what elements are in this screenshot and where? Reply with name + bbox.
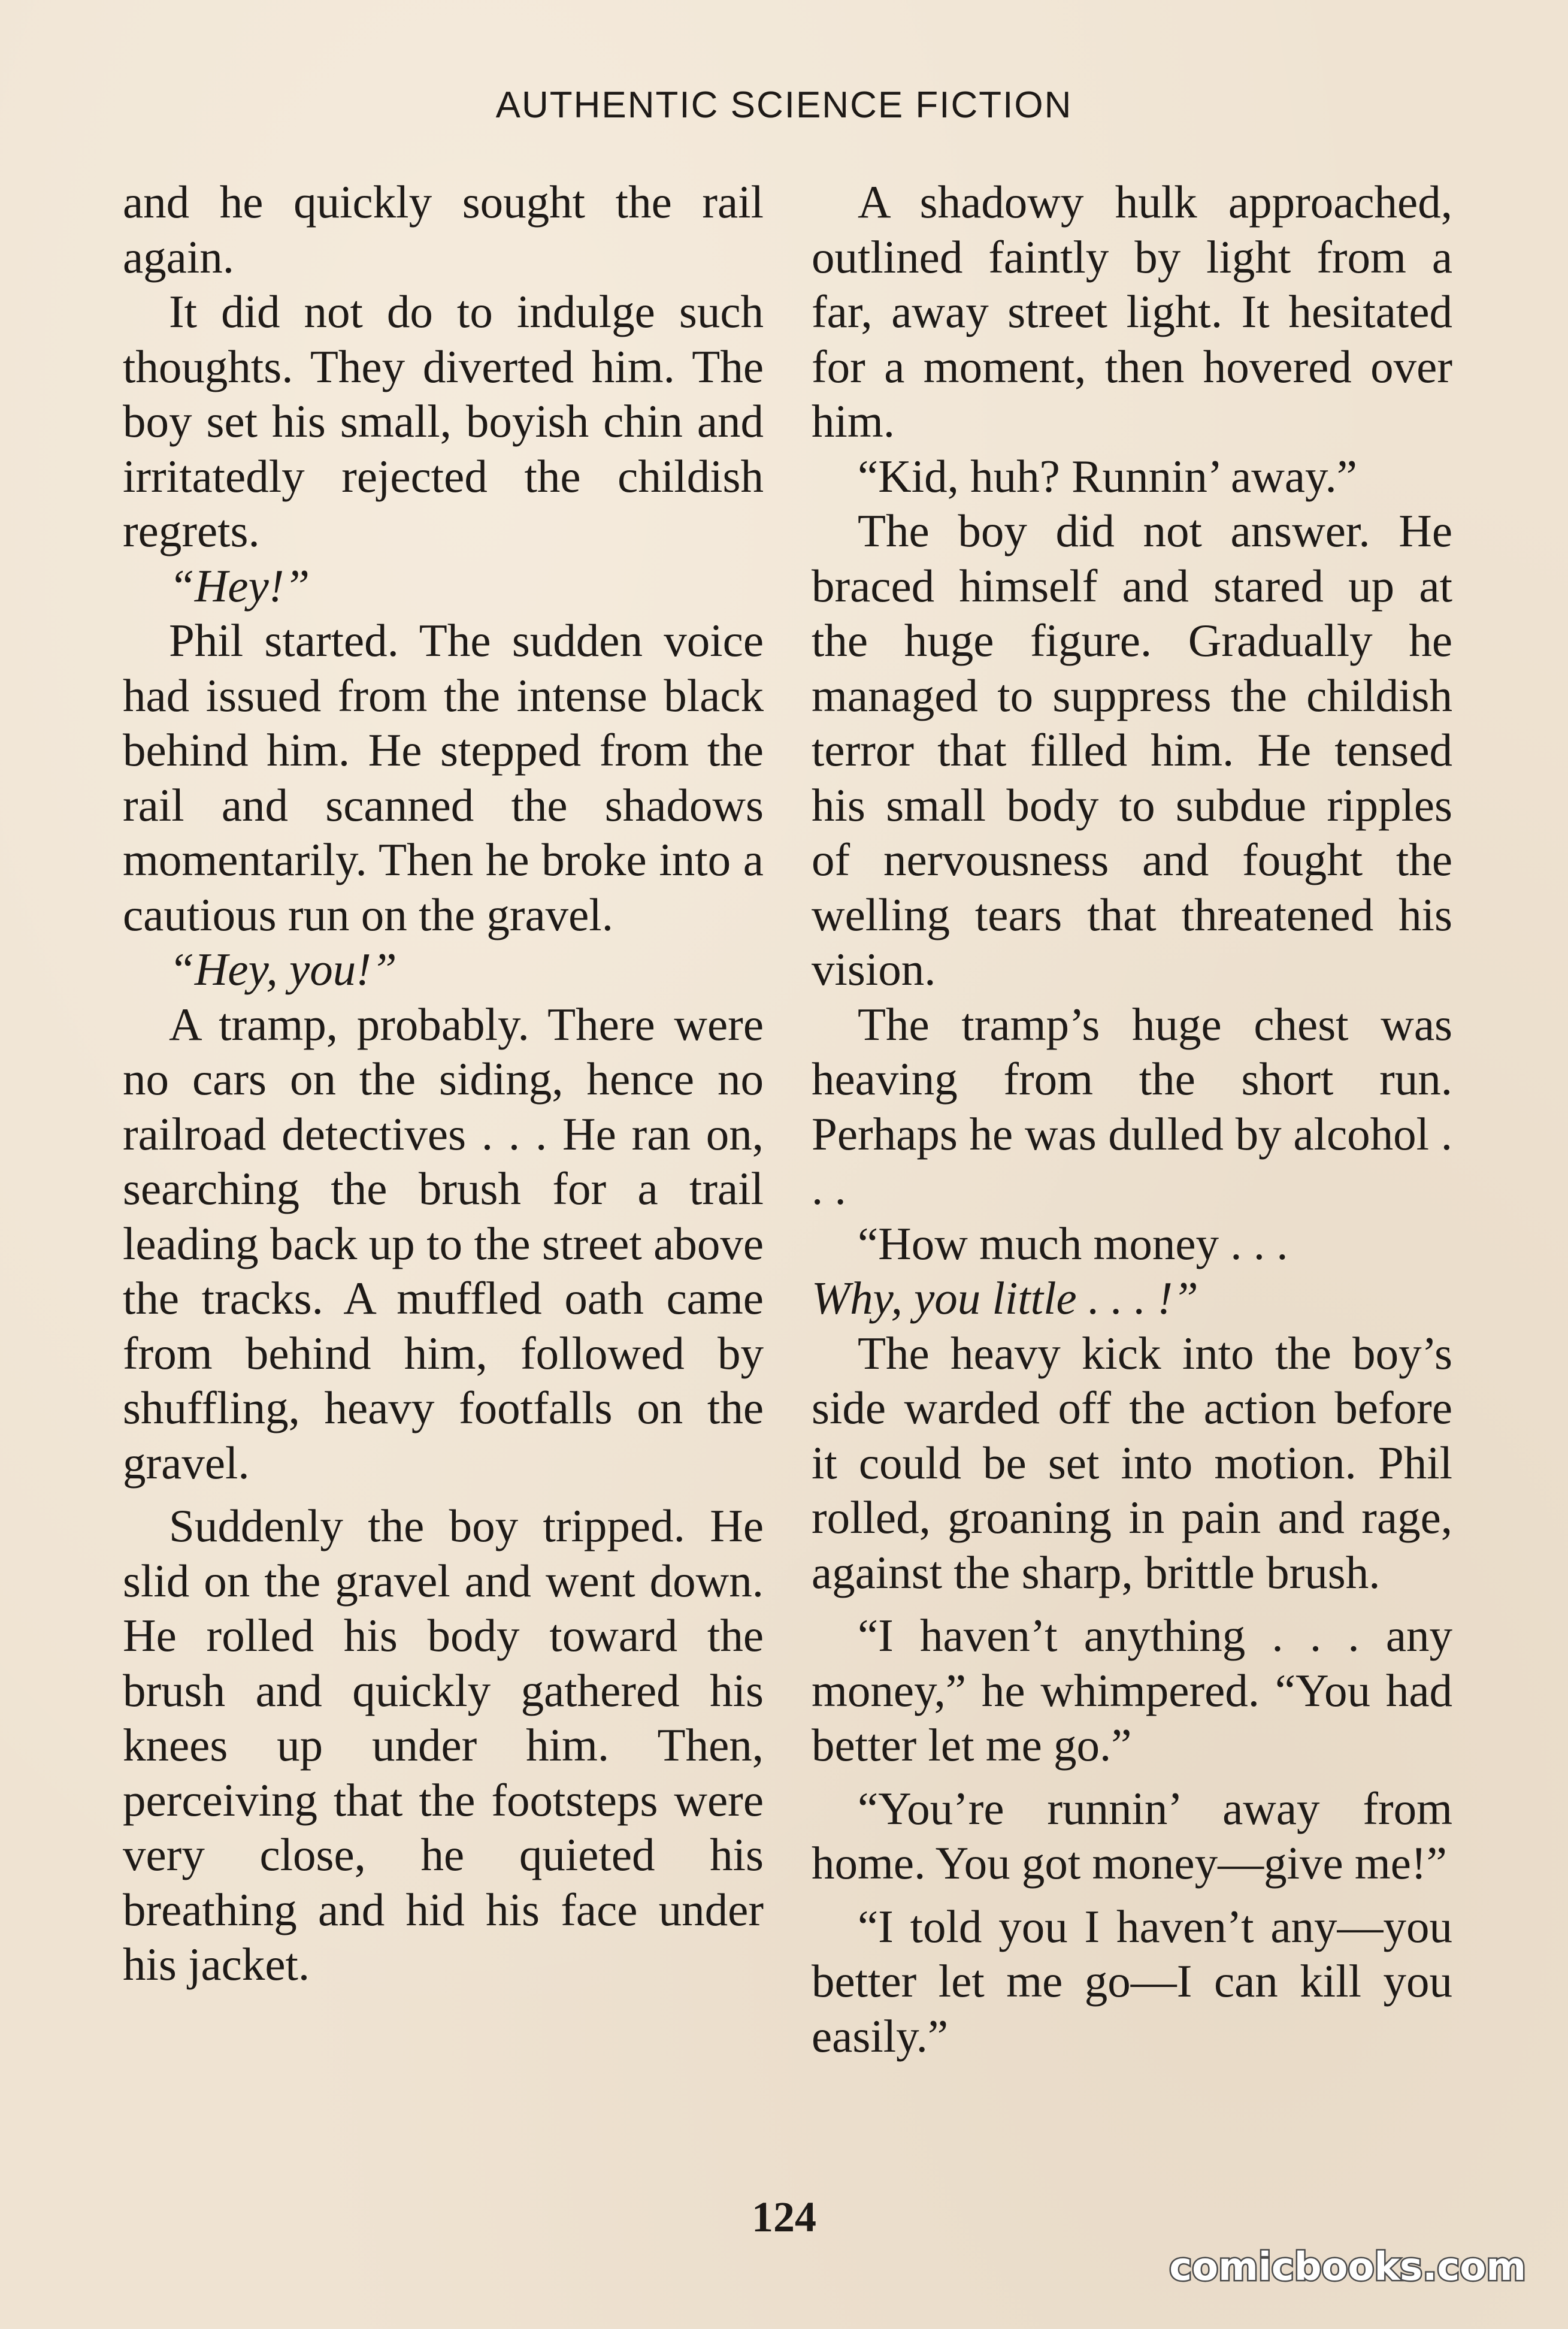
watermark-text: comicbooks.com: [1169, 2245, 1526, 2289]
paragraph: The heavy kick into the boy’s side warded off the action before it could be set into motion. Phil rolled, groaning in pain and rage, against the sharp, brittle brush.: [812, 1327, 1452, 1598]
left-column: [123, 175, 764, 1992]
running-header: AUTHENTIC SCIENCE FICTION: [495, 84, 1073, 126]
paragraph: “How much money . . .: [858, 1217, 1288, 1269]
paragraph: “Kid, huh? Runnin’ away.”: [858, 450, 1357, 502]
paragraph: Suddenly the boy tripped. He slid on the gravel and went down. He rolled his body toward the brush and quickly gathered his knees up under him. Then, perceiving that the footsteps were very close, he quieted his breathing and hid his face under his jacket.: [123, 1500, 764, 1990]
paragraph: The tramp’s huge chest was heaving from the short run. Perhaps he was dulled by alcohol . . .: [812, 998, 1452, 1214]
watermark-logo: [1137, 2236, 1532, 2295]
paragraph: The boy did not answer. He braced himself and stared up at the huge figure. Gradually he managed to suppress the childish terror that filled him. He tensed his small body to subdue ripples of nervousness and fought the welling tears that threatened his vision.: [812, 505, 1452, 995]
paragraph: It did not do to indulge such thoughts. They diverted him. The boy set his small, boyish chin and irritatedly rejected the childish regrets.: [123, 286, 764, 556]
paragraph: “I told you I haven’t any—you better let me go—I can kill you easily.”: [812, 1900, 1452, 2062]
right-column: [812, 175, 1452, 2064]
paragraph: and he quickly sought the rail again.: [123, 176, 764, 283]
paragraph: “I haven’t anything . . . any money,” he whimpered. “You had better let me go.”: [812, 1610, 1452, 1771]
paragraph: A tramp, probably. There were no cars on the siding, hence no railroad detectives . . . He ran on, searching the brush for a trail leading back up to the street above the tracks. A muffled oath came from behind him, followed by shuffling, heavy footfalls on the gravel.: [123, 998, 764, 1489]
paragraph: Phil started. The sudden voice had issued from the intense black behind him. He stepped from the rail and scanned the shadows momentarily. Then he broke into a cautious run on the gravel.: [123, 615, 764, 940]
paragraph: “You’re runnin’ away from home. You got money—give me!”: [812, 1782, 1452, 1889]
paragraph: Why, you little . . . !”: [812, 1272, 1198, 1324]
paragraph: “Hey, you!”: [169, 943, 397, 995]
paragraph: “Hey!”: [169, 559, 310, 612]
paragraph: A shadowy hulk approached, outlined faintly by light from a far, away street light. It hesitated for a moment, then hovered over him.: [812, 176, 1452, 447]
page-number: 124: [752, 2193, 816, 2241]
